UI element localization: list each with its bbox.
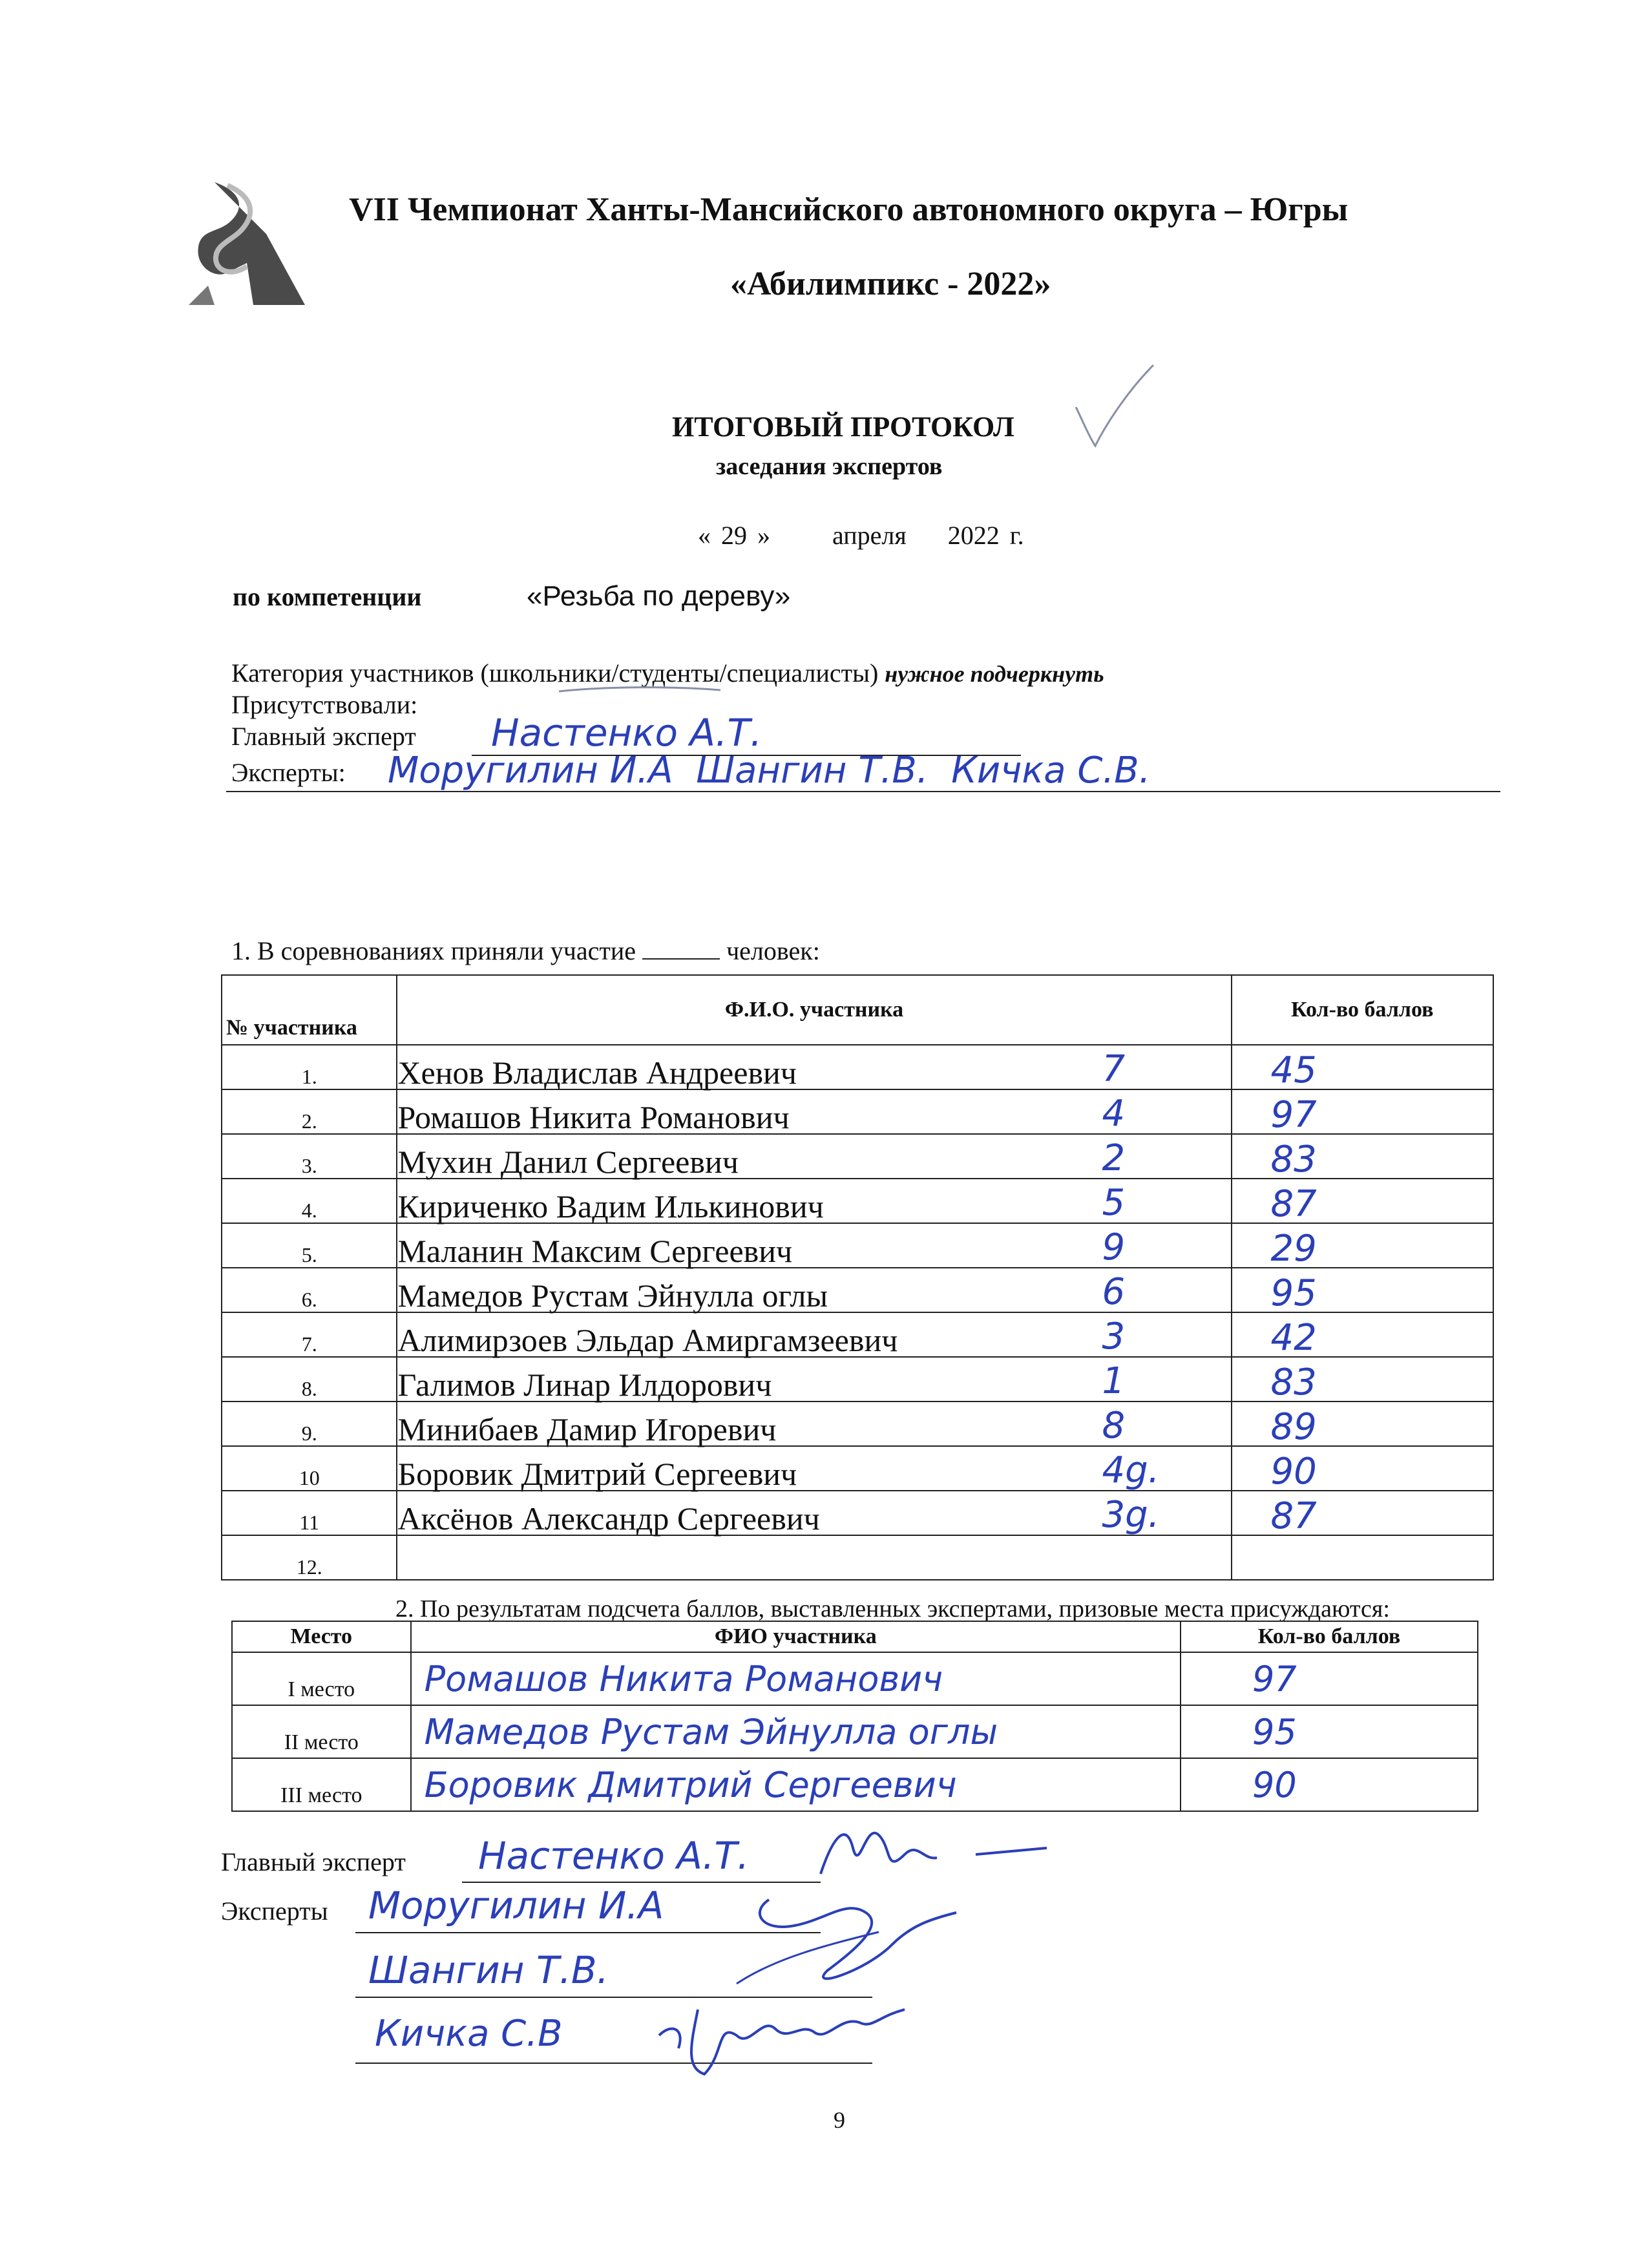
category-note: нужное подчеркнуть	[885, 661, 1104, 687]
participant-cell	[397, 1179, 1231, 1223]
participant-name: Алимирзоев Эльдар Амиргамзеевич	[397, 1322, 898, 1358]
participant-cell	[397, 1223, 1231, 1268]
participant-score: 83	[1270, 1139, 1317, 1181]
participant-cell	[397, 1446, 1231, 1491]
participant-cell	[397, 1089, 1231, 1134]
participant-score: 42	[1270, 1317, 1317, 1359]
participant-cell	[397, 1491, 1231, 1535]
header-line-1: VII Чемпионат Ханты-Мансийского автономного округа – Югры	[349, 191, 1349, 228]
participant-score: 97	[1270, 1094, 1317, 1136]
participant-place: 8	[1102, 1405, 1126, 1447]
participant-score: 90	[1270, 1451, 1317, 1493]
sign-experts-label: Эксперты	[221, 1896, 328, 1926]
sign-expert2-name: Шангин Т.В.	[368, 1948, 609, 1992]
winner-name: Ромашов Никита Романович	[411, 1652, 1181, 1705]
participant-name: Аксёнов Александр Сергеевич	[397, 1500, 820, 1537]
protocol-date: « 29 » апреля 2022 г.	[698, 521, 1024, 550]
table-row	[232, 1705, 1478, 1758]
participant-cell	[397, 1045, 1231, 1089]
sign-chief-label: Главный эксперт	[221, 1847, 406, 1876]
table-row	[222, 1535, 1493, 1580]
participant-place: 4g.	[1102, 1449, 1160, 1491]
winner-place: II место	[232, 1705, 411, 1758]
table-row	[222, 1446, 1493, 1491]
underline-mark	[556, 684, 724, 697]
participant-number: 12.	[222, 1535, 397, 1580]
participant-score: 45	[1270, 1049, 1317, 1091]
table-row	[222, 1312, 1493, 1357]
participant-score-cell	[1232, 1089, 1493, 1134]
participant-name: Боровик Дмитрий Сергеевич	[397, 1456, 797, 1492]
table-row	[222, 1223, 1493, 1268]
competence-label: по компетенции	[233, 582, 422, 611]
participant-place: 7	[1102, 1048, 1126, 1090]
experts-label: Эксперты:	[231, 758, 346, 787]
participants-table	[221, 974, 1494, 1580]
header-line-2: «Абилимпикс - 2022»	[730, 266, 1051, 302]
expert3-signature	[646, 1997, 918, 2081]
table-row	[222, 1268, 1493, 1312]
col-score-header: Кол-во баллов	[1232, 975, 1493, 1045]
participant-score-cell	[1232, 1312, 1493, 1357]
chief-expert-label: Главный эксперт	[231, 722, 416, 751]
winner-name: Боровик Дмитрий Сергеевич	[411, 1758, 1181, 1811]
participant-name: Мамедов Рустам Эйнулла оглы	[397, 1277, 828, 1314]
sign-expert3-name: Кичка С.В	[375, 2013, 563, 2055]
participant-number: 8.	[222, 1357, 397, 1402]
participant-number: 9.	[222, 1402, 397, 1446]
table-row	[222, 1491, 1493, 1535]
participant-place: 5	[1102, 1182, 1126, 1224]
participant-name: Ромашов Никита Романович	[397, 1099, 790, 1135]
abilympics-logo	[189, 182, 305, 305]
col-points-header: Кол-во баллов	[1181, 1621, 1478, 1652]
participant-name: Маланин Максим Сергеевич	[397, 1233, 793, 1269]
participant-score-cell	[1232, 1491, 1493, 1535]
participant-score-cell	[1232, 1045, 1493, 1089]
participant-number: 2.	[222, 1089, 397, 1134]
participant-place: 6	[1102, 1271, 1126, 1313]
participant-score: 95	[1270, 1272, 1317, 1314]
table-row	[222, 1179, 1493, 1223]
participant-name: Мухин Данил Сергеевич	[397, 1144, 739, 1180]
participant-score: 83	[1270, 1361, 1317, 1403]
winners-table	[231, 1621, 1478, 1812]
winner-name: Мамедов Рустам Эйнулла оглы	[411, 1705, 1181, 1758]
table-row	[222, 1134, 1493, 1179]
participant-number: 7.	[222, 1312, 397, 1357]
participant-score: 89	[1270, 1406, 1317, 1448]
participant-cell	[397, 1268, 1231, 1312]
winner-place: I место	[232, 1652, 411, 1705]
table-row	[222, 1045, 1493, 1089]
participant-score-cell	[1232, 1268, 1493, 1312]
expert1-signature	[698, 1874, 969, 2016]
sign-expert1-name: Моругилин И.А	[368, 1884, 664, 1927]
table-row	[222, 1402, 1493, 1446]
section1-text-after: человек:	[726, 936, 820, 965]
competence-value: «Резьба по дереву»	[527, 580, 791, 612]
participant-place: 3g.	[1102, 1494, 1160, 1536]
participant-number: 10	[222, 1446, 397, 1491]
category-text: Категория участников (школьники/студенты/специалисты)	[231, 658, 879, 688]
table-row	[232, 1652, 1478, 1705]
col-place-header: Место	[232, 1621, 411, 1652]
protocol-subtitle: заседания экспертов	[716, 453, 943, 480]
participant-score-cell	[1232, 1402, 1493, 1446]
participant-number: 5.	[222, 1223, 397, 1268]
col-fio-header: ФИО участника	[411, 1621, 1181, 1652]
participant-score-cell	[1232, 1134, 1493, 1179]
col-number-header: № участника	[222, 975, 397, 1045]
table-row	[222, 1089, 1493, 1134]
participant-place: 9	[1102, 1226, 1126, 1268]
participant-cell	[397, 1134, 1231, 1179]
participant-place: 4	[1102, 1093, 1126, 1135]
participant-score: 87	[1270, 1183, 1317, 1225]
participant-number: 11	[222, 1491, 397, 1535]
participant-cell	[397, 1402, 1231, 1446]
col-name-header: Ф.И.О. участника	[397, 975, 1231, 1045]
participant-cell	[397, 1535, 1231, 1580]
winner-place: III место	[232, 1758, 411, 1811]
section1-line	[231, 936, 820, 966]
table-row	[232, 1758, 1478, 1811]
participant-number: 3.	[222, 1134, 397, 1179]
participant-name: Минибаев Дамир Игоревич	[397, 1411, 777, 1447]
experts-handwritten: Моругилин И.А Шангин Т.В. Кичка С.В.	[388, 750, 1151, 792]
table-row	[222, 1357, 1493, 1402]
participant-number: 6.	[222, 1268, 397, 1312]
section1-text-before: 1. В соревнованиях приняли участие	[231, 936, 636, 965]
participant-cell	[397, 1357, 1231, 1402]
participant-cell	[397, 1312, 1231, 1357]
participant-place: 1	[1102, 1360, 1126, 1402]
participant-number: 1.	[222, 1045, 397, 1089]
checkmark-icon	[1073, 362, 1157, 452]
chief-expert-handwritten: Настенко А.Т.	[491, 711, 762, 755]
participant-score-cell	[1232, 1179, 1493, 1223]
participant-name: Хенов Владислав Андреевич	[397, 1055, 797, 1091]
section2-text: 2. По результатам подсчета баллов, выставленных экспертами, призовые места присуждаются:	[395, 1595, 1390, 1622]
participant-score: 29	[1270, 1228, 1317, 1270]
participant-score-cell	[1232, 1223, 1493, 1268]
participant-place: 2	[1102, 1137, 1126, 1179]
protocol-title: ИТОГОВЫЙ ПРОТОКОЛ	[672, 411, 1014, 443]
winner-score: 95	[1181, 1705, 1478, 1758]
winner-score: 90	[1181, 1758, 1478, 1811]
participant-score-cell	[1232, 1535, 1493, 1580]
page-number: 9	[834, 2107, 845, 2133]
sign-chief-name: Настенко А.Т.	[478, 1834, 750, 1878]
participant-place: 3	[1102, 1316, 1126, 1358]
participant-name: Кириченко Вадим Илькинович	[397, 1188, 824, 1224]
participant-score-cell	[1232, 1446, 1493, 1491]
participant-number: 4.	[222, 1179, 397, 1223]
participant-score: 87	[1270, 1495, 1317, 1537]
winner-score: 97	[1181, 1652, 1478, 1705]
participant-name: Галимов Линар Илдорович	[397, 1367, 772, 1403]
present-label: Присутствовали:	[231, 690, 418, 719]
participant-score-cell	[1232, 1357, 1493, 1402]
